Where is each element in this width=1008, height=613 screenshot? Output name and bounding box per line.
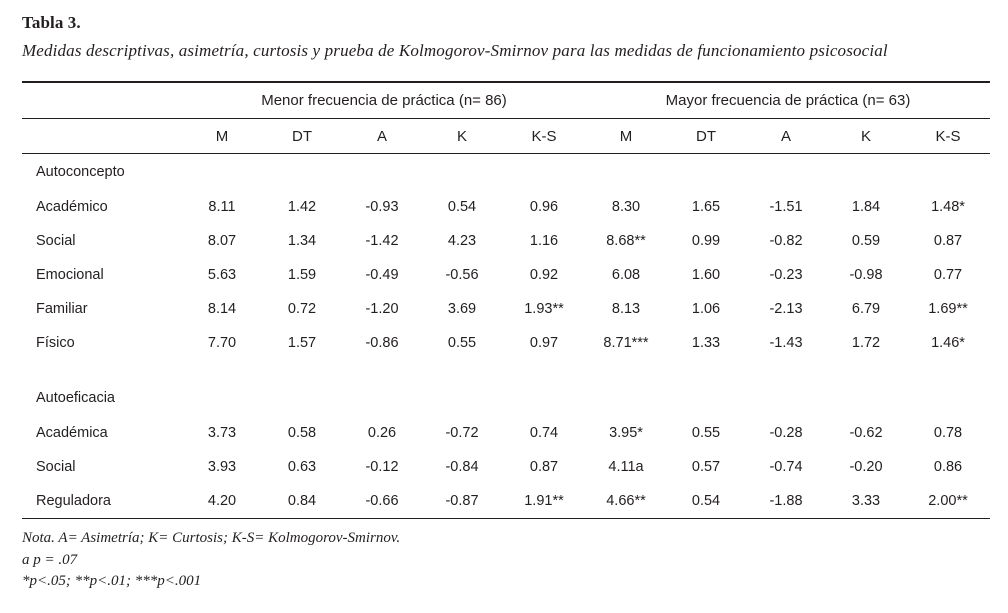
row-label: Académica [36, 424, 108, 441]
cell-value: -0.66 [365, 492, 399, 509]
cell-value: 3.73 [207, 424, 237, 441]
cell-value: 3.69 [447, 300, 477, 317]
section-header-row [22, 380, 990, 416]
statistics-table [22, 81, 990, 519]
cell-value: 4.20 [207, 492, 237, 509]
section-spacer [22, 360, 990, 380]
cell-value: 0.54 [447, 198, 477, 215]
cell-value: 8.11 [208, 198, 236, 215]
table-caption [22, 0, 986, 63]
cell-value: 0.74 [529, 424, 559, 441]
cell-value: 1.93** [524, 300, 564, 317]
column-header-k-s-4: K-S [531, 127, 557, 145]
column-header-k-s-9: K-S [935, 127, 961, 145]
cell-value: -0.23 [769, 266, 803, 283]
group-header-mayor: Mayor frecuencia de práctica (n= 63) [665, 91, 911, 109]
cell-value: 3.33 [851, 492, 881, 509]
cell-value: 0.58 [287, 424, 317, 441]
column-header-a-2: A [376, 127, 387, 145]
cell-value: 4.66** [606, 492, 646, 509]
note-line: Nota. A= Asimetría; K= Curtosis; K-S= Kolmogorov-Smirnov. [22, 529, 401, 546]
cell-value: 8.13 [611, 300, 641, 317]
cell-value: 1.84 [851, 198, 881, 215]
table-row [22, 326, 990, 360]
cell-value: -0.84 [445, 458, 479, 475]
cell-value: 4.11a [608, 458, 644, 475]
cell-value: 1.72 [851, 334, 881, 351]
cell-value: 2.00** [928, 492, 968, 509]
table-row [22, 416, 990, 450]
cell-value: 3.95* [609, 424, 643, 441]
cell-value: -0.93 [365, 198, 399, 215]
cell-value: -2.13 [769, 300, 803, 317]
cell-value: -0.12 [365, 458, 399, 475]
cell-value: 8.30 [611, 198, 641, 215]
cell-value: 0.99 [691, 232, 721, 249]
cell-value: 0.78 [933, 424, 963, 441]
table-title: Medidas descriptivas, asimetría, curtosis y prueba de Kolmogorov-Smirnov para las medidas de funcionamiento psicosocial [22, 40, 888, 60]
row-label: Social [36, 458, 76, 475]
section-label: Autoeficacia [36, 389, 115, 406]
note-line: *p<.05; **p<.01; ***p<.001 [22, 573, 202, 590]
cell-value: 1.06 [691, 300, 721, 317]
cell-value: 1.57 [287, 334, 317, 351]
column-header-m-0: M [215, 127, 229, 145]
table-number: Tabla 3. [22, 13, 81, 32]
cell-value: 0.84 [287, 492, 317, 509]
table-row [22, 190, 990, 224]
cell-value: 1.69** [928, 300, 968, 317]
cell-value: 0.97 [529, 334, 559, 351]
cell-value: 8.71*** [603, 334, 649, 351]
column-header-dt-1: DT [292, 127, 312, 145]
table-row [22, 484, 990, 519]
cell-value: 4.23 [447, 232, 477, 249]
row-label: Social [36, 232, 76, 249]
note-line: a p = .07 [22, 551, 78, 568]
cell-value: 6.08 [611, 266, 641, 283]
cell-value: 5.63 [207, 266, 237, 283]
row-label: Físico [36, 334, 75, 351]
cell-value: 1.33 [691, 334, 721, 351]
cell-value: 0.92 [529, 266, 559, 283]
table-row [22, 292, 990, 326]
cell-value: 0.77 [933, 266, 963, 283]
cell-value: -1.42 [365, 232, 399, 249]
cell-value: 1.48* [931, 198, 965, 215]
cell-value: -0.56 [445, 266, 479, 283]
cell-value: 0.86 [933, 458, 963, 475]
cell-value: 0.57 [691, 458, 721, 475]
cell-value: 0.96 [529, 198, 559, 215]
cell-value: 0.59 [851, 232, 881, 249]
group-header-menor: Menor frecuencia de práctica (n= 86) [261, 91, 507, 109]
table-row [22, 258, 990, 292]
table-rule-bottom [22, 518, 990, 519]
cell-value: 6.79 [851, 300, 881, 317]
table-notes [22, 528, 986, 593]
column-header-spacer [22, 119, 182, 154]
group-header-row [22, 83, 990, 119]
cell-value: -1.51 [769, 198, 803, 215]
cell-value: -1.88 [769, 492, 803, 509]
cell-value: 0.55 [691, 424, 721, 441]
cell-value: 1.60 [691, 266, 721, 283]
cell-value: 8.07 [207, 232, 237, 249]
cell-value: 1.91** [524, 492, 564, 509]
cell-value: -0.98 [849, 266, 883, 283]
cell-value: -1.43 [769, 334, 803, 351]
row-label: Académico [36, 198, 108, 215]
row-label: Emocional [36, 266, 104, 283]
cell-value: 3.93 [207, 458, 237, 475]
cell-value: 0.54 [691, 492, 721, 509]
table-row [22, 450, 990, 484]
cell-value: -0.62 [849, 424, 883, 441]
cell-value: -0.87 [445, 492, 479, 509]
column-header-row [22, 119, 990, 154]
column-header-dt-6: DT [696, 127, 716, 145]
row-label: Reguladora [36, 492, 111, 509]
cell-value: -0.72 [445, 424, 479, 441]
column-header-k-3: K [456, 127, 467, 145]
cell-value: 1.42 [287, 198, 317, 215]
cell-value: 0.26 [367, 424, 397, 441]
cell-value: 0.87 [933, 232, 963, 249]
section-header-row [22, 154, 990, 190]
cell-value: 0.63 [287, 458, 317, 475]
group-header-spacer [22, 83, 182, 119]
cell-value: 0.87 [529, 458, 559, 475]
cell-value: 1.59 [287, 266, 317, 283]
cell-value: 0.55 [447, 334, 477, 351]
cell-value: -0.28 [769, 424, 803, 441]
cell-value: 0.72 [287, 300, 317, 317]
row-label: Familiar [36, 300, 88, 317]
column-header-m-5: M [619, 127, 633, 145]
cell-value: -0.86 [365, 334, 399, 351]
cell-value: -0.20 [849, 458, 883, 475]
cell-value: 7.70 [207, 334, 237, 351]
statistics-table-wrapper [22, 81, 986, 519]
cell-value: 8.68** [606, 232, 646, 249]
column-header-a-7: A [780, 127, 791, 145]
cell-value: 1.34 [287, 232, 317, 249]
cell-value: 8.14 [207, 300, 237, 317]
cell-value: 1.65 [691, 198, 721, 215]
table-body [22, 82, 990, 519]
cell-value: 1.16 [529, 232, 559, 249]
cell-value: -0.49 [365, 266, 399, 283]
cell-value: -1.20 [365, 300, 399, 317]
cell-value: 1.46* [931, 334, 965, 351]
cell-value: -0.74 [769, 458, 803, 475]
column-header-k-8: K [860, 127, 871, 145]
section-label: Autoconcepto [36, 163, 125, 180]
table-row [22, 224, 990, 258]
cell-value: -0.82 [769, 232, 803, 249]
